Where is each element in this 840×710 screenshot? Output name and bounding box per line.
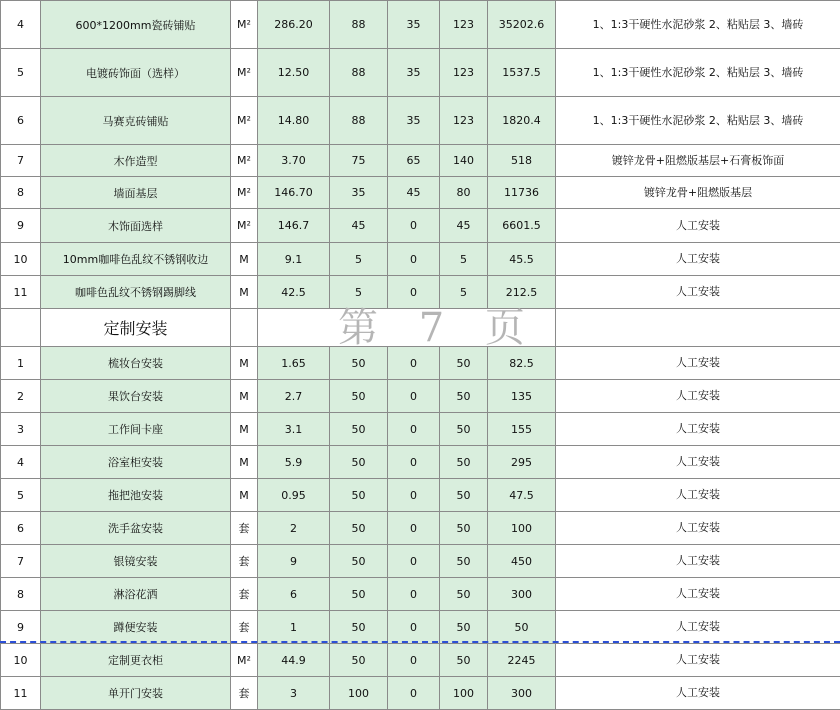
labor-price-cell[interactable]: 75	[330, 145, 388, 177]
total-cell[interactable]: 450	[488, 545, 556, 578]
unit-price-cell[interactable]: 45	[440, 209, 488, 243]
section-seq-cell	[1, 309, 41, 347]
table-row	[1, 209, 840, 243]
unit-price-cell[interactable]: 50	[440, 446, 488, 479]
unit-price-cell[interactable]: 123	[440, 49, 488, 97]
total-cell[interactable]: 50	[488, 611, 556, 644]
unit-cell[interactable]: M²	[231, 97, 258, 145]
unit-cell[interactable]: M²	[231, 209, 258, 243]
unit-cell[interactable]: M	[231, 243, 258, 276]
unit-cell[interactable]: M²	[231, 1, 258, 49]
unit-price-cell[interactable]: 50	[440, 578, 488, 611]
seq-cell[interactable]: 4	[1, 446, 41, 479]
material-price-cell[interactable]: 35	[388, 1, 440, 49]
table-row	[1, 611, 840, 644]
labor-price-cell[interactable]: 5	[330, 243, 388, 276]
item-name-cell[interactable]: 咖啡色乱纹不锈钢踢脚线	[41, 276, 231, 309]
quantity-cell[interactable]: 9.1	[258, 243, 330, 276]
unit-cell[interactable]: M²	[231, 644, 258, 677]
quantity-cell[interactable]: 2	[258, 512, 330, 545]
total-cell[interactable]: 2245	[488, 644, 556, 677]
unit-price-cell[interactable]: 50	[440, 512, 488, 545]
item-name-cell[interactable]: 梳妆台安装	[41, 347, 231, 380]
unit-price-cell[interactable]: 50	[440, 644, 488, 677]
unit-cell[interactable]: 套	[231, 611, 258, 644]
unit-price-cell[interactable]: 50	[440, 545, 488, 578]
labor-price-cell[interactable]: 50	[330, 578, 388, 611]
unit-price-cell[interactable]: 50	[440, 347, 488, 380]
quantity-cell[interactable]: 1.65	[258, 347, 330, 380]
seq-cell[interactable]: 7	[1, 545, 41, 578]
seq-cell[interactable]: 5	[1, 479, 41, 512]
unit-price-cell[interactable]: 100	[440, 677, 488, 710]
section-note-cell	[556, 309, 840, 347]
seq-cell[interactable]: 6	[1, 97, 41, 145]
unit-price-cell[interactable]: 140	[440, 145, 488, 177]
page-break-line	[0, 641, 840, 643]
note-cell[interactable]: 1、1:3干硬性水泥砂浆 2、粘贴层 3、墙砖	[556, 1, 840, 49]
item-name-cell[interactable]: 600*1200mm瓷砖铺贴	[41, 1, 231, 49]
total-cell[interactable]: 155	[488, 413, 556, 446]
item-name-cell[interactable]: 马赛克砖铺贴	[41, 97, 231, 145]
seq-cell[interactable]: 4	[1, 1, 41, 49]
unit-price-cell[interactable]: 80	[440, 177, 488, 209]
total-cell[interactable]: 82.5	[488, 347, 556, 380]
unit-cell[interactable]: M²	[231, 177, 258, 209]
quantity-cell[interactable]: 3.1	[258, 413, 330, 446]
total-cell[interactable]: 47.5	[488, 479, 556, 512]
material-price-cell[interactable]: 0	[388, 545, 440, 578]
item-name-cell[interactable]: 木饰面选样	[41, 209, 231, 243]
unit-price-cell[interactable]: 5	[440, 243, 488, 276]
seq-cell[interactable]: 10	[1, 644, 41, 677]
total-cell[interactable]: 35202.6	[488, 1, 556, 49]
item-name-cell[interactable]: 果饮台安装	[41, 380, 231, 413]
unit-cell[interactable]: M	[231, 446, 258, 479]
note-cell[interactable]: 人工安装	[556, 545, 840, 578]
item-name-cell[interactable]: 10mm咖啡色乱纹不锈钢收边	[41, 243, 231, 276]
note-cell[interactable]: 镀锌龙骨+阻燃版基层	[556, 177, 840, 209]
labor-price-cell[interactable]: 88	[330, 49, 388, 97]
item-name-cell[interactable]: 拖把池安装	[41, 479, 231, 512]
table-row	[1, 644, 840, 677]
seq-cell[interactable]: 9	[1, 209, 41, 243]
note-cell[interactable]: 人工安装	[556, 677, 840, 710]
unit-cell[interactable]: M	[231, 347, 258, 380]
item-name-cell[interactable]: 单开门安装	[41, 677, 231, 710]
table-row	[1, 145, 840, 177]
unit-price-cell[interactable]: 123	[440, 1, 488, 49]
item-name-cell[interactable]: 银镜安装	[41, 545, 231, 578]
item-name-cell[interactable]: 洗手盆安装	[41, 512, 231, 545]
table-row	[1, 578, 840, 611]
material-price-cell[interactable]: 65	[388, 145, 440, 177]
material-price-cell[interactable]: 0	[388, 347, 440, 380]
item-name-cell[interactable]: 墙面基层	[41, 177, 231, 209]
note-cell[interactable]: 人工安装	[556, 413, 840, 446]
quantity-cell[interactable]: 14.80	[258, 97, 330, 145]
total-cell[interactable]: 1537.5	[488, 49, 556, 97]
note-cell[interactable]: 人工安装	[556, 611, 840, 644]
note-cell[interactable]: 人工安装	[556, 209, 840, 243]
quantity-cell[interactable]: 44.9	[258, 644, 330, 677]
labor-price-cell[interactable]: 50	[330, 479, 388, 512]
seq-cell[interactable]: 11	[1, 677, 41, 710]
table-row	[1, 97, 840, 145]
item-name-cell[interactable]: 淋浴花洒	[41, 578, 231, 611]
seq-cell[interactable]: 5	[1, 49, 41, 97]
quantity-cell[interactable]: 286.20	[258, 1, 330, 49]
table-row	[1, 49, 840, 97]
total-cell[interactable]: 135	[488, 380, 556, 413]
note-cell[interactable]: 人工安装	[556, 276, 840, 309]
quantity-cell[interactable]: 1	[258, 611, 330, 644]
quantity-cell[interactable]: 5.9	[258, 446, 330, 479]
note-cell[interactable]: 1、1:3干硬性水泥砂浆 2、粘贴层 3、墙砖	[556, 97, 840, 145]
unit-cell[interactable]: M²	[231, 49, 258, 97]
note-cell[interactable]: 人工安装	[556, 347, 840, 380]
labor-price-cell[interactable]: 50	[330, 545, 388, 578]
note-cell[interactable]: 镀锌龙骨+阻燃版基层+石膏板饰面	[556, 145, 840, 177]
material-price-cell[interactable]: 0	[388, 512, 440, 545]
seq-cell[interactable]: 3	[1, 413, 41, 446]
table-row	[1, 177, 840, 209]
note-cell[interactable]: 人工安装	[556, 380, 840, 413]
material-price-cell[interactable]: 0	[388, 644, 440, 677]
total-cell[interactable]: 45.5	[488, 243, 556, 276]
total-cell[interactable]: 100	[488, 512, 556, 545]
material-price-cell[interactable]: 0	[388, 578, 440, 611]
material-price-cell[interactable]: 45	[388, 177, 440, 209]
labor-price-cell[interactable]: 100	[330, 677, 388, 710]
note-cell[interactable]: 人工安装	[556, 243, 840, 276]
unit-cell[interactable]: M	[231, 276, 258, 309]
total-cell[interactable]: 1820.4	[488, 97, 556, 145]
material-price-cell[interactable]: 0	[388, 276, 440, 309]
labor-price-cell[interactable]: 50	[330, 380, 388, 413]
labor-price-cell[interactable]: 35	[330, 177, 388, 209]
unit-cell[interactable]: M	[231, 479, 258, 512]
table-row	[1, 545, 840, 578]
table-row	[1, 243, 840, 276]
item-name-cell[interactable]: 木作造型	[41, 145, 231, 177]
item-name-cell[interactable]: 定制更衣柜	[41, 644, 231, 677]
table-row	[1, 512, 840, 545]
section-header-row	[1, 309, 840, 347]
seq-cell[interactable]: 6	[1, 512, 41, 545]
table-row	[1, 479, 840, 512]
quantity-cell[interactable]: 3	[258, 677, 330, 710]
table-row	[1, 1, 840, 49]
note-cell[interactable]: 1、1:3干硬性水泥砂浆 2、粘贴层 3、墙砖	[556, 49, 840, 97]
table-row	[1, 276, 840, 309]
table-body	[1, 1, 840, 710]
total-cell[interactable]: 518	[488, 145, 556, 177]
unit-cell[interactable]: 套	[231, 677, 258, 710]
unit-cell[interactable]: 套	[231, 578, 258, 611]
table-row	[1, 446, 840, 479]
labor-price-cell[interactable]: 50	[330, 644, 388, 677]
seq-cell[interactable]: 7	[1, 145, 41, 177]
item-name-cell[interactable]: 电镀砖饰面（选样）	[41, 49, 231, 97]
item-name-cell[interactable]: 蹲便安装	[41, 611, 231, 644]
section-unit-cell	[231, 309, 258, 347]
quantity-cell[interactable]: 6	[258, 578, 330, 611]
item-name-cell[interactable]: 工作间卡座	[41, 413, 231, 446]
item-name-cell[interactable]: 浴室柜安装	[41, 446, 231, 479]
labor-price-cell[interactable]: 88	[330, 97, 388, 145]
labor-price-cell[interactable]: 50	[330, 446, 388, 479]
quantity-cell[interactable]: 9	[258, 545, 330, 578]
seq-cell[interactable]: 2	[1, 380, 41, 413]
seq-cell[interactable]: 1	[1, 347, 41, 380]
seq-cell[interactable]: 10	[1, 243, 41, 276]
material-price-cell[interactable]: 0	[388, 243, 440, 276]
material-price-cell[interactable]: 35	[388, 49, 440, 97]
quantity-cell[interactable]: 42.5	[258, 276, 330, 309]
unit-price-cell[interactable]: 123	[440, 97, 488, 145]
material-price-cell[interactable]: 0	[388, 446, 440, 479]
quantity-cell[interactable]: 146.7	[258, 209, 330, 243]
seq-cell[interactable]: 8	[1, 578, 41, 611]
total-cell[interactable]: 300	[488, 677, 556, 710]
labor-price-cell[interactable]: 50	[330, 611, 388, 644]
total-cell[interactable]: 300	[488, 578, 556, 611]
note-cell[interactable]: 人工安装	[556, 446, 840, 479]
total-cell[interactable]: 11736	[488, 177, 556, 209]
material-price-cell[interactable]: 0	[388, 209, 440, 243]
note-cell[interactable]: 人工安装	[556, 578, 840, 611]
material-price-cell[interactable]: 0	[388, 479, 440, 512]
labor-price-cell[interactable]: 88	[330, 1, 388, 49]
quantity-cell[interactable]: 2.7	[258, 380, 330, 413]
note-cell[interactable]: 人工安装	[556, 512, 840, 545]
total-cell[interactable]: 6601.5	[488, 209, 556, 243]
labor-price-cell[interactable]: 50	[330, 347, 388, 380]
quantity-cell[interactable]: 146.70	[258, 177, 330, 209]
unit-price-cell[interactable]: 5	[440, 276, 488, 309]
table-row	[1, 677, 840, 710]
total-cell[interactable]: 295	[488, 446, 556, 479]
table-row	[1, 413, 840, 446]
unit-price-cell[interactable]: 50	[440, 413, 488, 446]
section-values-cell	[258, 309, 556, 347]
unit-price-cell[interactable]: 50	[440, 611, 488, 644]
seq-cell[interactable]: 9	[1, 611, 41, 644]
material-price-cell[interactable]: 0	[388, 677, 440, 710]
quantity-cell[interactable]: 0.95	[258, 479, 330, 512]
quantity-cell[interactable]: 3.70	[258, 145, 330, 177]
unit-cell[interactable]: M²	[231, 145, 258, 177]
unit-cell[interactable]: M	[231, 413, 258, 446]
table-row	[1, 347, 840, 380]
seq-cell[interactable]: 11	[1, 276, 41, 309]
seq-cell[interactable]: 8	[1, 177, 41, 209]
unit-cell[interactable]: 套	[231, 512, 258, 545]
quantity-cell[interactable]: 12.50	[258, 49, 330, 97]
material-price-cell[interactable]: 0	[388, 413, 440, 446]
material-price-cell[interactable]: 0	[388, 380, 440, 413]
labor-price-cell[interactable]: 45	[330, 209, 388, 243]
note-cell[interactable]: 人工安装	[556, 479, 840, 512]
table-row	[1, 380, 840, 413]
section-title: 定制安装	[41, 309, 231, 347]
page-watermark: 第 7 页	[338, 296, 539, 353]
unit-price-cell[interactable]: 50	[440, 380, 488, 413]
material-price-cell[interactable]: 0	[388, 611, 440, 644]
labor-price-cell[interactable]: 50	[330, 512, 388, 545]
total-cell[interactable]: 212.5	[488, 276, 556, 309]
unit-cell[interactable]: 套	[231, 545, 258, 578]
note-cell[interactable]: 人工安装	[556, 644, 840, 677]
unit-cell[interactable]: M	[231, 380, 258, 413]
material-price-cell[interactable]: 35	[388, 97, 440, 145]
labor-price-cell[interactable]: 50	[330, 413, 388, 446]
labor-price-cell[interactable]: 5	[330, 276, 388, 309]
unit-price-cell[interactable]: 50	[440, 479, 488, 512]
